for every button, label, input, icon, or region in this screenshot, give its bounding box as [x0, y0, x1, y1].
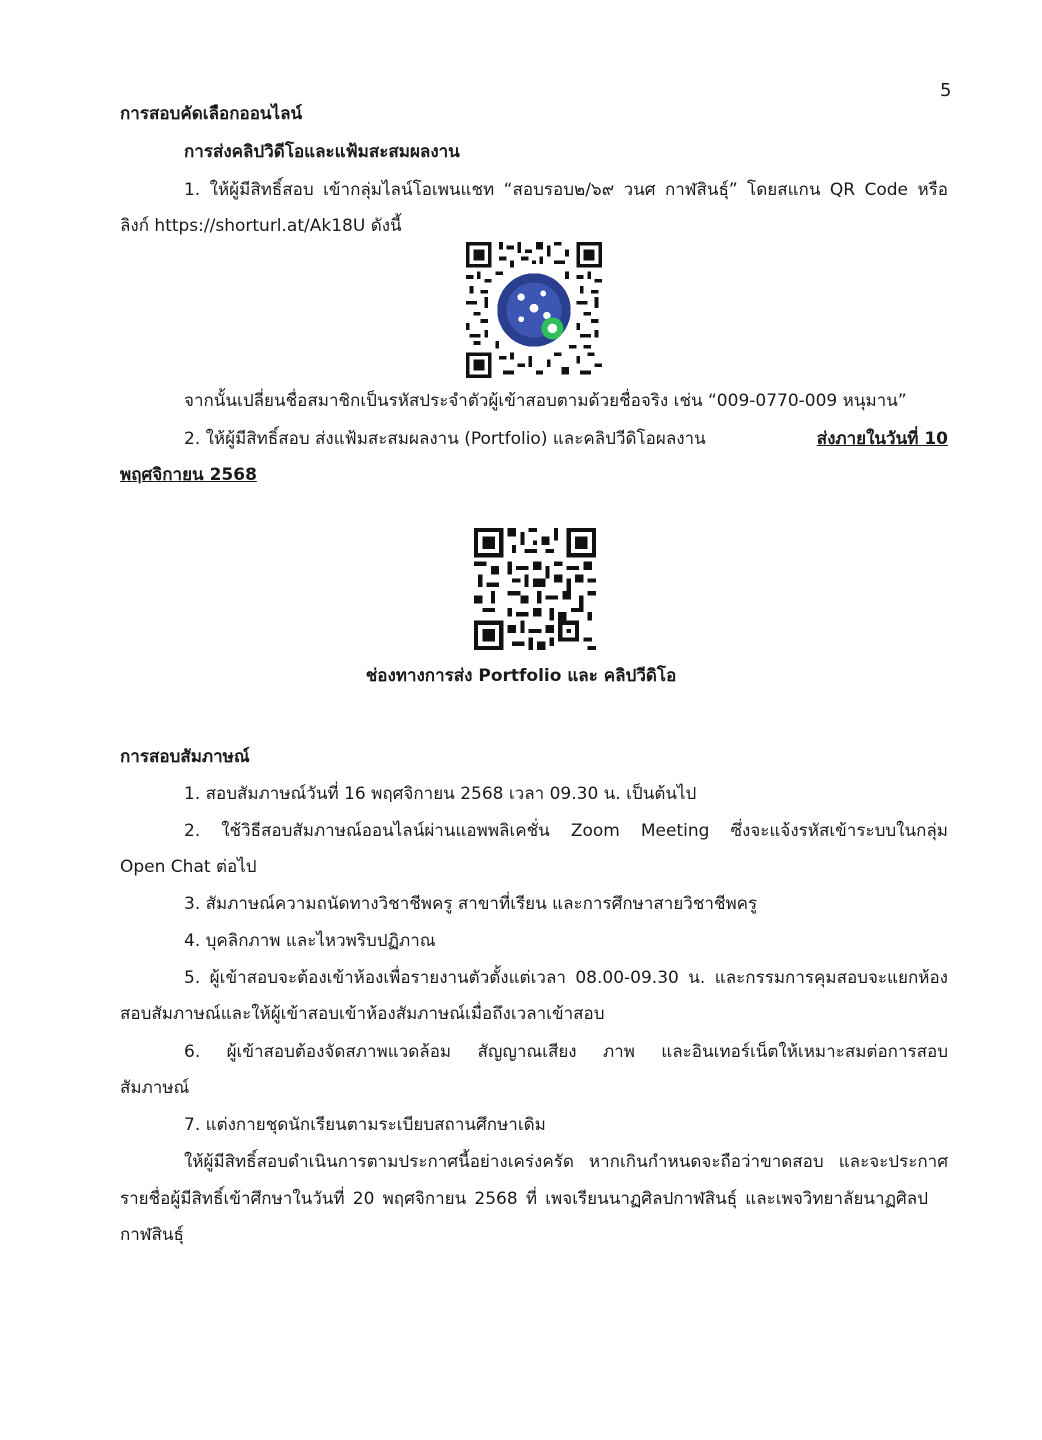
interview-item-6-line-2: สัมภาษณ์	[120, 1078, 190, 1098]
sub-heading-video-portfolio: การส่งคลิปวิดีโอและแฟ้มสะสมผลงาน	[184, 142, 460, 162]
interview-item-2-line-2: Open Chat ต่อไป	[120, 857, 257, 877]
interview-item-7: 7. แต่งกายชุดนักเรียนตามระเบียบสถานศึกษาเดิม	[184, 1115, 546, 1135]
online-item-2-text: 2. ให้ผู้มีสิทธิ์สอบ ส่งแฟ้มสะสมผลงาน (Portfolio) และคลิปวีดิโอผลงาน	[184, 429, 706, 449]
online-item-1-line-2: ลิงก์ https://shorturl.at/Ak18U ดังนี้	[120, 216, 402, 236]
closing-line-3: กาฬสินธุ์	[120, 1225, 184, 1245]
closing-line-1: ให้ผู้มีสิทธิ์สอบดำเนินการตามประกาศนี้อย่างเคร่งครัด หากเกินกำหนดจะถือว่าขาดสอบ และจะประกาศ	[184, 1152, 948, 1172]
interview-item-6-line-1: 6. ผู้เข้าสอบต้องจัดสภาพแวดล้อม สัญญาณเสียง ภาพ และอินเทอร์เน็ตให้เหมาะสมต่อการสอบ	[184, 1042, 948, 1062]
rename-instruction: จากนั้นเปลี่ยนชื่อสมาชิกเป็นรหัสประจำตัวผู้เข้าสอบตามด้วยชื่อจริง เช่น “009-0770-009 หนุมาน”	[184, 391, 907, 411]
deadline-date-part1: ส่งภายในวันที่ 10	[816, 429, 948, 449]
interview-item-2-line-1: 2. ใช้วิธีสอบสัมภาษณ์ออนไลน์ผ่านแอพพลิเคชั่น Zoom Meeting ซึ่งจะแจ้งรหัสเข้าระบบในกลุ่ม	[184, 821, 948, 841]
interview-item-4: 4. บุคลิกภาพ และไหวพริบปฏิภาณ	[184, 931, 436, 951]
closing-line-2: รายชื่อผู้มีสิทธิ์เข้าศึกษาในวันที่ 20 พฤศจิกายน 2568 ที่ เพจเรียนนาฏศิลปกาฬสินธุ์ และเพจวิทยาลัยนาฏศิลป	[120, 1189, 928, 1209]
interview-item-5-line-2: สอบสัมภาษณ์และให้ผู้เข้าสอบเข้าห้องสัมภาษณ์เมื่อถึงเวลาเข้าสอบ	[120, 1004, 605, 1024]
qr-code-line-openchat-icon[interactable]	[466, 242, 602, 378]
qr2-caption: ช่องทางการส่ง Portfolio และ คลิปวีดิโอ	[365, 666, 677, 686]
qr-code-portfolio-icon[interactable]	[474, 528, 596, 650]
online-item-1-line-1: 1. ให้ผู้มีสิทธิ์สอบ เข้ากลุ่มไลน์โอเพนแชท “สอบรอบ๒/๖๙ วนศ กาฬสินธุ์” โดยสแกน QR Code หรือ	[184, 180, 948, 200]
page-number: 5	[940, 80, 952, 101]
deadline-date-part2: พฤศจิกายน 2568	[120, 465, 257, 485]
section-heading-interview: การสอบสัมภาษณ์	[120, 747, 250, 767]
interview-item-5-line-1: 5. ผู้เข้าสอบจะต้องเข้าห้องเพื่อรายงานตัวตั้งแต่เวลา 08.00-09.30 น. และกรรมการคุมสอบจะแยกห้อง	[184, 968, 948, 988]
interview-item-1: 1. สอบสัมภาษณ์วันที่ 16 พฤศจิกายน 2568 เวลา 09.30 น. เป็นต้นไป	[184, 784, 697, 804]
section-heading-online: การสอบคัดเลือกออนไลน์	[120, 104, 303, 124]
interview-item-3: 3. สัมภาษณ์ความถนัดทางวิชาชีพครู สาขาที่เรียน และการศึกษาสายวิชาชีพครู	[184, 894, 758, 914]
online-item-2-line-1	[184, 425, 948, 452]
